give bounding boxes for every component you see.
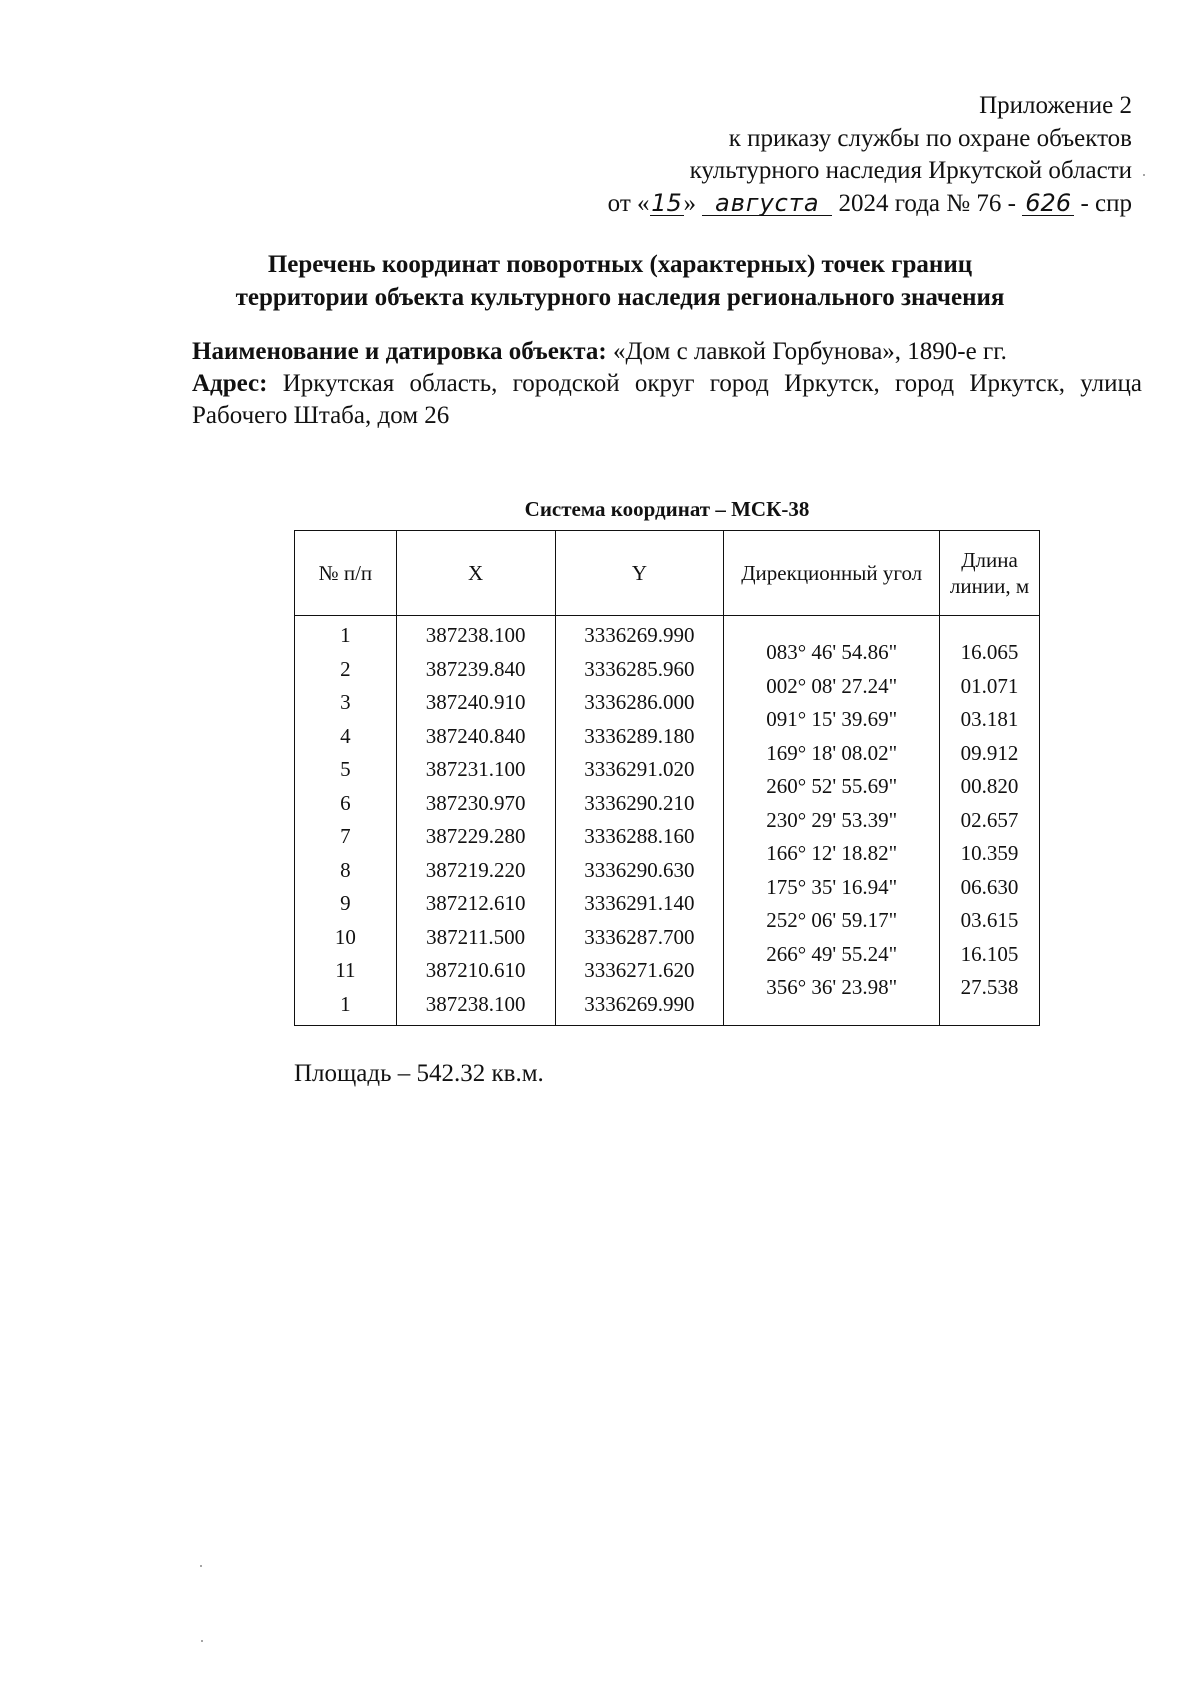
x-value: 387239.840	[425, 656, 526, 681]
x-value: 387229.280	[425, 824, 526, 848]
handwritten-day: 15	[651, 188, 682, 217]
angle-value: 356° 36' 23.98"	[766, 975, 898, 999]
title-line-1: Перечень координат поворотных (характерных) точек границ	[267, 251, 973, 278]
point-number: 9	[340, 891, 351, 915]
col-points	[295, 616, 397, 1026]
document-title	[120, 248, 1120, 314]
angle-value: 169° 18' 08.02"	[766, 740, 898, 765]
y-value: 3336291.020	[584, 757, 695, 781]
y-value: 3336269.990	[584, 623, 695, 647]
x-value: 387210.610	[425, 958, 526, 982]
point-number: 2	[340, 656, 351, 681]
point-number: 3	[340, 690, 351, 714]
y-value: 3336285.960	[584, 656, 695, 681]
angle-value: 083° 46' 54.86"	[766, 640, 898, 664]
table-caption: Система координат – МСК-38	[524, 497, 810, 521]
length-value: 03.615	[960, 908, 1019, 932]
scan-speck	[201, 1640, 203, 1642]
y-value: 3336287.700	[584, 924, 695, 949]
point-number: 4	[340, 723, 351, 748]
y-value: 3336286.000	[584, 690, 695, 714]
angle-value: 266° 49' 55.24"	[766, 941, 898, 966]
col-x	[396, 616, 555, 1026]
title-line-2: территории объекта культурного наследия регионального значения	[235, 284, 1005, 311]
object-address-value: Иркутская область, городской округ город Иркутск, город Иркутск, улица Рабочего Штаба, дом 26	[192, 370, 1143, 429]
coordinates-table	[294, 530, 1040, 1026]
col-y	[555, 616, 724, 1026]
col-lengths	[940, 616, 1040, 1026]
angle-value: 230° 29' 53.39"	[766, 807, 898, 832]
header-length: Длина линии, м	[940, 531, 1040, 616]
point-number: 1	[340, 991, 351, 1016]
header-angle: Дирекционный угол	[724, 531, 940, 616]
date-prefix: от «	[607, 189, 650, 217]
point-number: 7	[340, 824, 351, 848]
length-value: 27.538	[960, 975, 1019, 999]
handwritten-month: августа	[702, 191, 832, 216]
appendix-order-line: к приказу службы по охране объектов	[728, 124, 1132, 152]
angle-value: 252° 06' 59.17"	[766, 908, 898, 932]
angle-value: 175° 35' 16.94"	[766, 874, 898, 899]
header-y: Y	[555, 531, 724, 616]
x-value: 387211.500	[426, 924, 526, 949]
order-year-text: 2024 года № 76 -	[838, 189, 1016, 217]
object-name-row	[192, 336, 1142, 368]
point-number: 6	[340, 790, 351, 815]
length-value: 03.181	[960, 707, 1019, 731]
header-x: X	[396, 531, 555, 616]
length-value: 01.071	[960, 673, 1019, 698]
order-suffix: - спр	[1080, 189, 1132, 217]
y-value: 3336289.180	[584, 723, 695, 748]
angle-value: 091° 15' 39.69"	[766, 707, 898, 731]
y-value: 3336290.630	[584, 857, 695, 882]
length-value: 16.105	[960, 941, 1019, 966]
length-value: 02.657	[960, 807, 1019, 832]
object-address-row	[192, 368, 1142, 432]
point-number: 5	[340, 757, 351, 781]
handwritten-order-number: 626	[1022, 191, 1074, 216]
table-body-row	[295, 616, 1040, 1026]
appendix-block	[608, 90, 1132, 220]
y-value: 3336269.990	[584, 991, 695, 1016]
point-number: 11	[335, 958, 356, 982]
point-number: 1	[340, 623, 351, 647]
x-value: 387240.910	[425, 690, 526, 714]
y-value: 3336288.160	[584, 824, 695, 848]
angle-value: 260° 52' 55.69"	[766, 774, 898, 798]
y-value: 3336291.140	[584, 891, 695, 915]
table-header-row	[295, 531, 1040, 616]
point-number: 10	[334, 924, 356, 949]
length-value: 09.912	[960, 740, 1019, 765]
object-address-label: Адрес:	[192, 370, 268, 397]
x-value: 387240.840	[425, 723, 526, 748]
scan-speck	[1143, 174, 1145, 176]
x-value: 387238.100	[425, 623, 526, 647]
header-num: № п/п	[295, 531, 397, 616]
col-angles	[724, 616, 940, 1026]
area-value: Площадь – 542.32 кв.м.	[294, 1060, 544, 1087]
length-value: 00.820	[960, 774, 1019, 798]
x-value: 387219.220	[425, 857, 526, 882]
scan-speck	[200, 1565, 202, 1567]
object-info	[192, 336, 1142, 432]
appendix-title: Приложение 2	[979, 92, 1132, 119]
angle-value: 002° 08' 27.24"	[766, 673, 898, 698]
appendix-date-line	[608, 188, 1132, 221]
object-name-label: Наименование и датировка объекта:	[192, 338, 607, 365]
angle-value: 166° 12' 18.82"	[766, 841, 898, 865]
appendix-region-line: культурного наследия Иркутской области	[689, 157, 1132, 184]
x-value: 387231.100	[425, 757, 526, 781]
x-value: 387238.100	[425, 991, 526, 1016]
point-number: 8	[340, 857, 351, 882]
x-value: 387230.970	[425, 790, 526, 815]
y-value: 3336271.620	[584, 958, 695, 982]
length-value: 10.359	[960, 841, 1019, 865]
x-value: 387212.610	[425, 891, 526, 915]
y-value: 3336290.210	[584, 790, 695, 815]
object-name-value: «Дом с лавкой Горбунова», 1890-е гг.	[612, 338, 1007, 365]
length-value: 06.630	[960, 874, 1019, 899]
date-mid: »	[683, 189, 697, 217]
length-value: 16.065	[960, 640, 1019, 664]
